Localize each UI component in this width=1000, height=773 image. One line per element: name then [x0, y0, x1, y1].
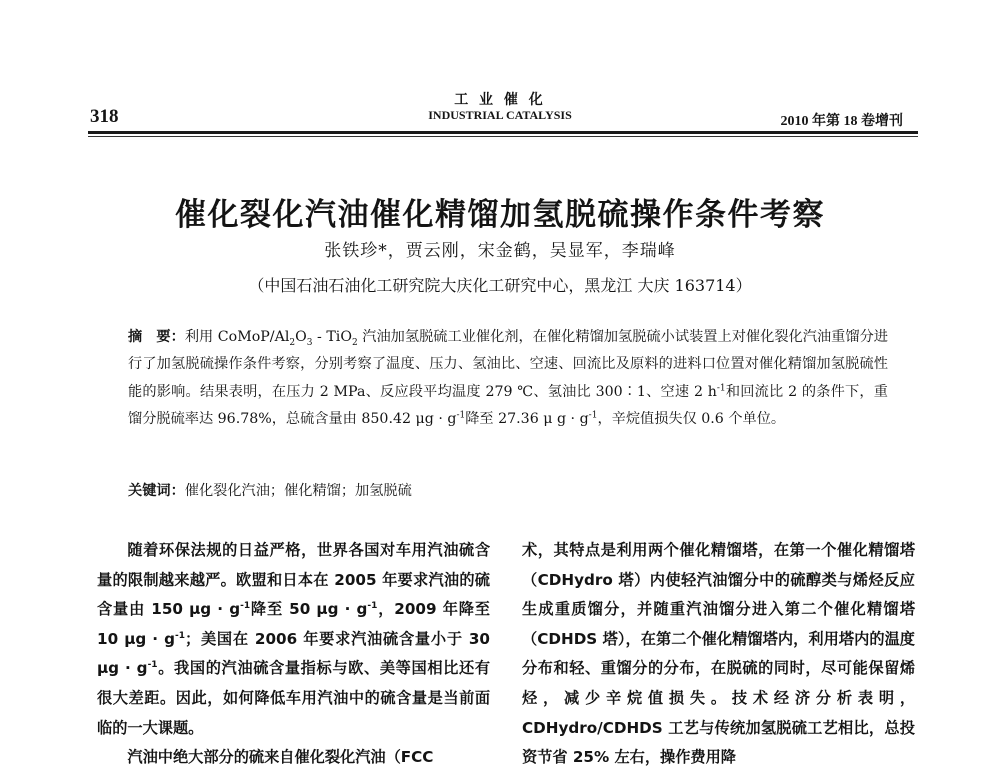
page-number: 318	[90, 106, 119, 127]
abstract-text: 降至 27.36 μ g · g	[465, 410, 589, 427]
article-affiliation: （中国石油石油化工研究院大庆化工研究中心，黑龙江 大庆 163714）	[248, 276, 752, 295]
superscript: -1	[175, 630, 185, 641]
superscript: -1	[147, 660, 158, 671]
paragraph: 汽油中绝大部分的硫来自催化裂化汽油（FCC	[127, 748, 434, 767]
superscript: -1	[367, 601, 378, 612]
subscript: 2	[351, 337, 358, 348]
issue-info: 2010 年第 18 卷增刊	[780, 114, 903, 129]
journal-name-en: INDUSTRIAL CATALYSIS	[428, 108, 572, 122]
abstract-text: 和回流比 2 的条件下，重馏分脱硫率达 96.78%，总硫含量由 850.42 μg · g	[128, 383, 888, 427]
abstract-label: 摘 要：	[128, 329, 185, 345]
abstract	[128, 324, 888, 433]
superscript: -1	[240, 601, 251, 612]
abstract-text: O	[295, 329, 307, 345]
body-column-left	[97, 536, 490, 773]
article-authors: 张铁珍*，贾云刚，宋金鹤，吴显军，李瑞峰	[324, 241, 676, 261]
body-text: 随着环保法规的日益严格，世界各国对车用汽油硫含量的限制越来越严。欧盟和日本在 2005 年要求汽油的硫含量由 150 μg · g	[97, 541, 490, 619]
journal-name-cn: 工 业 催 化	[454, 92, 546, 108]
body-text: ，2009 年降至 10 μg · g	[97, 600, 490, 648]
superscript: -1	[588, 410, 598, 421]
paragraph: 术，其特点是利用两个催化精馏塔，在第一个催化精馏塔（CDHydro 塔）内使轻汽油馏分中的硫醇类与烯烃反应生成重质馏分，并随重汽油馏分进入第二个催化精馏塔（CDHDS 塔），在第二个催化精馏塔内，利用塔内的温度分布和轻、重馏分的分布，在脱硫的同时，尽可能保留烯烃，减少辛烷值损失。技术经济分析表明，CDHydro/CDHDS 工艺与传统加氢脱硫工艺相比，总投资节省 25% 左右，操作费用降	[522, 541, 915, 767]
subscript: 2	[289, 337, 296, 348]
abstract-text: 汽油加氢脱硫工业催化剂，在催化精馏加氢脱硫小试装置上对催化裂化汽油重馏分进行了加氢脱硫操作条件考察，分别考察了温度、压力、氢油比、空速、回流比及原料的进料口位置对催化精馏加氢脱硫性能的影响。结果表明，在压力 2 MPa、反应段平均温度 279 ℃、氢油比 300∶1、空速 2 h	[128, 329, 888, 400]
article-title: 催化裂化汽油催化精馏加氢脱硫操作条件考察	[175, 197, 825, 233]
keywords	[128, 480, 888, 500]
subscript: 3	[306, 337, 313, 348]
keywords-text: 催化裂化汽油；催化精馏；加氢脱硫	[184, 483, 412, 499]
paragraph	[97, 536, 490, 743]
body-column-right	[522, 536, 915, 773]
journal-header	[400, 93, 600, 123]
header-rule-thin	[88, 136, 918, 137]
abstract-text: ，辛烷值损失仅 0.6 个单位。	[597, 410, 786, 427]
body-text: 。我国的汽油硫含量指标与欧、美等国相比还有很大差距。因此，如何降低车用汽油中的硫含量是当前面临的一大课题。	[97, 659, 491, 737]
body-text: ；美国在 2006 年要求汽油硫含量小于 30 μg · g	[97, 629, 490, 678]
body-text: 降至 50 μg · g	[250, 600, 368, 619]
abstract-text: 利用 CoMoP/Al	[184, 329, 290, 345]
header-rule-thick	[88, 131, 918, 134]
abstract-text: - TiO	[312, 329, 352, 345]
superscript: -1	[456, 410, 466, 421]
keywords-label: 关键词：	[128, 483, 185, 499]
superscript: -1	[716, 382, 726, 393]
